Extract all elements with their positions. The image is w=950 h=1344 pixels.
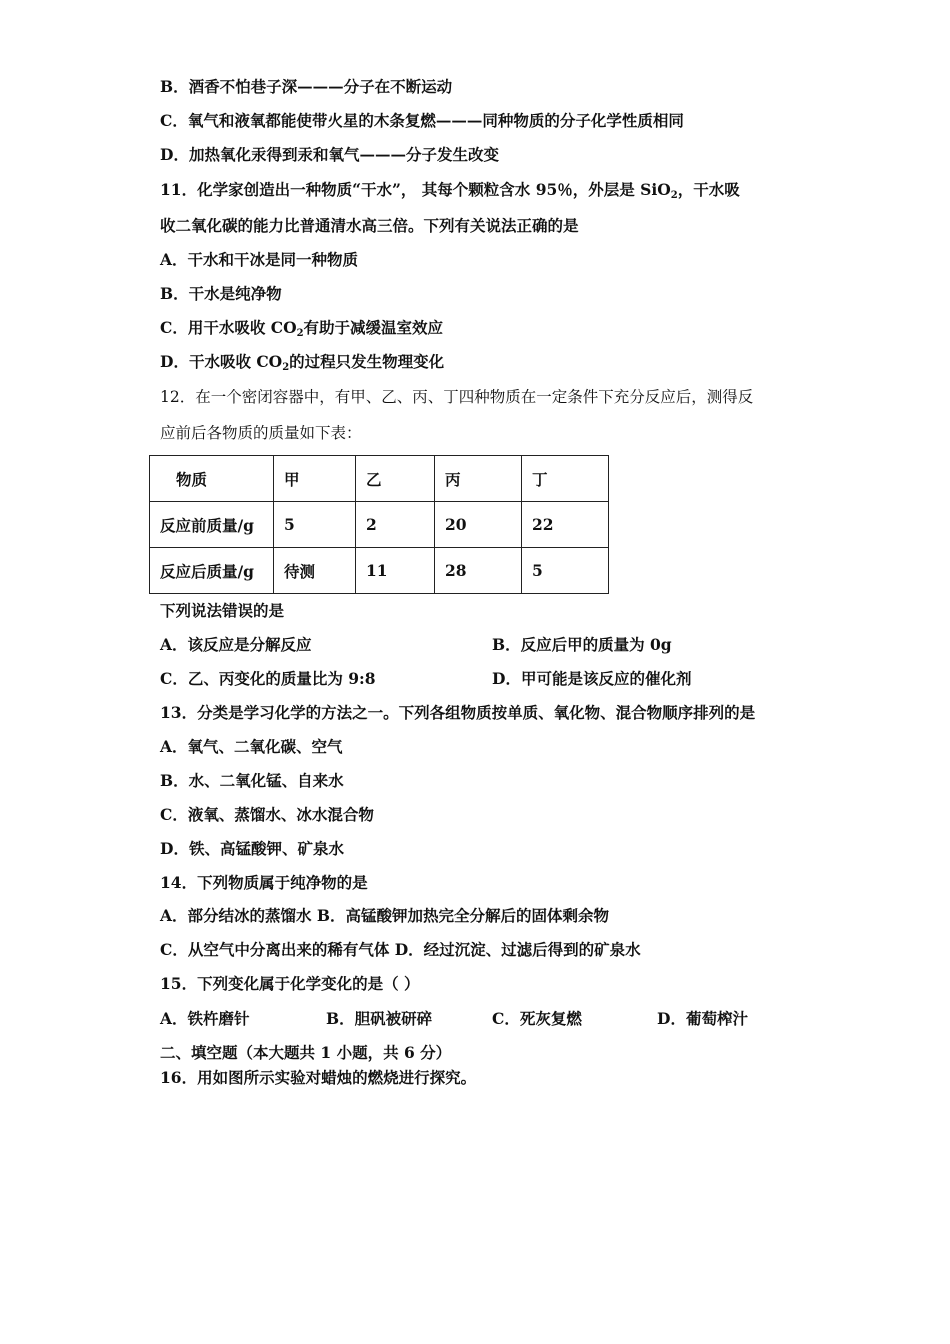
q11-stem-line2: 收二氧化碳的能力比普通清水高三倍。下列有关说法正确的是 [160, 216, 579, 235]
q15-stem: 15．下列变化属于化学变化的是（ ） [160, 974, 420, 993]
table-cell: 11 [356, 548, 435, 594]
table-cell: 5 [274, 502, 356, 548]
q11-option-a: A．干水和干冰是同一种物质 [160, 250, 359, 269]
q11-option-d: D．干水吸收 $CO_2$的过程只发生物理变化 [160, 352, 445, 373]
table-cell: 反应前质量/g [150, 502, 274, 548]
q12-stem-line1: 12．在一个密闭容器中，有甲、乙、丙、丁四种物质在一定条件下充分反应后，测得反 [160, 388, 754, 406]
table-cell: 丙 [435, 456, 522, 502]
table-cell: 28 [435, 548, 522, 594]
q13-option-d: D．铁、高锰酸钾、矿泉水 [160, 839, 344, 858]
q15-option-a: A．铁杵磨针 [160, 1009, 250, 1028]
table-cell: 反应后质量/g [150, 548, 274, 594]
table-row [150, 502, 609, 548]
mass-table [149, 455, 609, 594]
q10-option-c: C．氧气和液氧都能使带火星的木条复燃———同种物质的分子化学性质相同 [160, 111, 684, 130]
table-cell: 甲 [274, 456, 356, 502]
q12-option-a: A．该反应是分解反应 [160, 635, 312, 654]
q13-option-a: A．氧气、二氧化碳、空气 [160, 737, 343, 756]
q11-option-c: C．用干水吸收 $CO_2$有助于减缓温室效应 [160, 318, 444, 339]
q12-stem-line2: 应前后各物质的质量如下表： [160, 424, 362, 442]
q15-option-b: B．胆矾被研碎 [326, 1009, 433, 1028]
q13-stem: 13．分类是学习化学的方法之一。下列各组物质按单质、氧化物、混合物顺序排列的是 [160, 703, 756, 722]
q11-stem-line1: 11．化学家创造出一种物质“干水”， 其每个颗粒含水 95％，外层是 SiO$_2$，干水吸 [160, 180, 740, 201]
table-cell: 5 [522, 548, 609, 594]
q12-option-b: B．反应后甲的质量为 0g [492, 635, 672, 654]
q14-stem: 14．下列物质属于纯净物的是 [160, 873, 368, 892]
table-row [150, 548, 609, 594]
q12-prompt: 下列说法错误的是 [160, 601, 285, 620]
q10-option-b: B．酒香不怕巷子深———分子在不断运动 [160, 77, 453, 96]
table-cell: 丁 [522, 456, 609, 502]
q16-stem: 16．用如图所示实验对蜡烛的燃烧进行探究。 [160, 1068, 477, 1087]
table-cell: 2 [356, 502, 435, 548]
section-title: 二、填空题（本大题共 1 小题，共 6 分） [160, 1043, 452, 1062]
table-cell: 22 [522, 502, 609, 548]
q13-option-b: B．水、二氧化锰、自来水 [160, 771, 344, 790]
table-cell: 待测 [274, 548, 356, 594]
q15-option-c: C．死灰复燃 [492, 1009, 582, 1028]
q12-option-d: D．甲可能是该反应的催化剂 [492, 669, 692, 688]
table-header-row [150, 456, 609, 502]
q11-option-b: B．干水是纯净物 [160, 284, 282, 303]
table-cell: 乙 [356, 456, 435, 502]
table-cell: 20 [435, 502, 522, 548]
q14-options-line2: C．从空气中分离出来的稀有气体 D．经过沉淀、过滤后得到的矿泉水 [160, 940, 641, 959]
q12-option-c: C．乙、丙变化的质量比为 9:8 [160, 669, 376, 688]
table-cell: 物质 [150, 456, 274, 502]
q15-option-d: D．葡萄榨汁 [657, 1009, 748, 1028]
q10-option-d: D．加热氧化汞得到汞和氧气———分子发生改变 [160, 145, 499, 164]
q14-options-line1: A．部分结冰的蒸馏水 B．高锰酸钾加热完全分解后的固体剩余物 [160, 906, 610, 925]
q13-option-c: C．液氧、蒸馏水、冰水混合物 [160, 805, 374, 824]
